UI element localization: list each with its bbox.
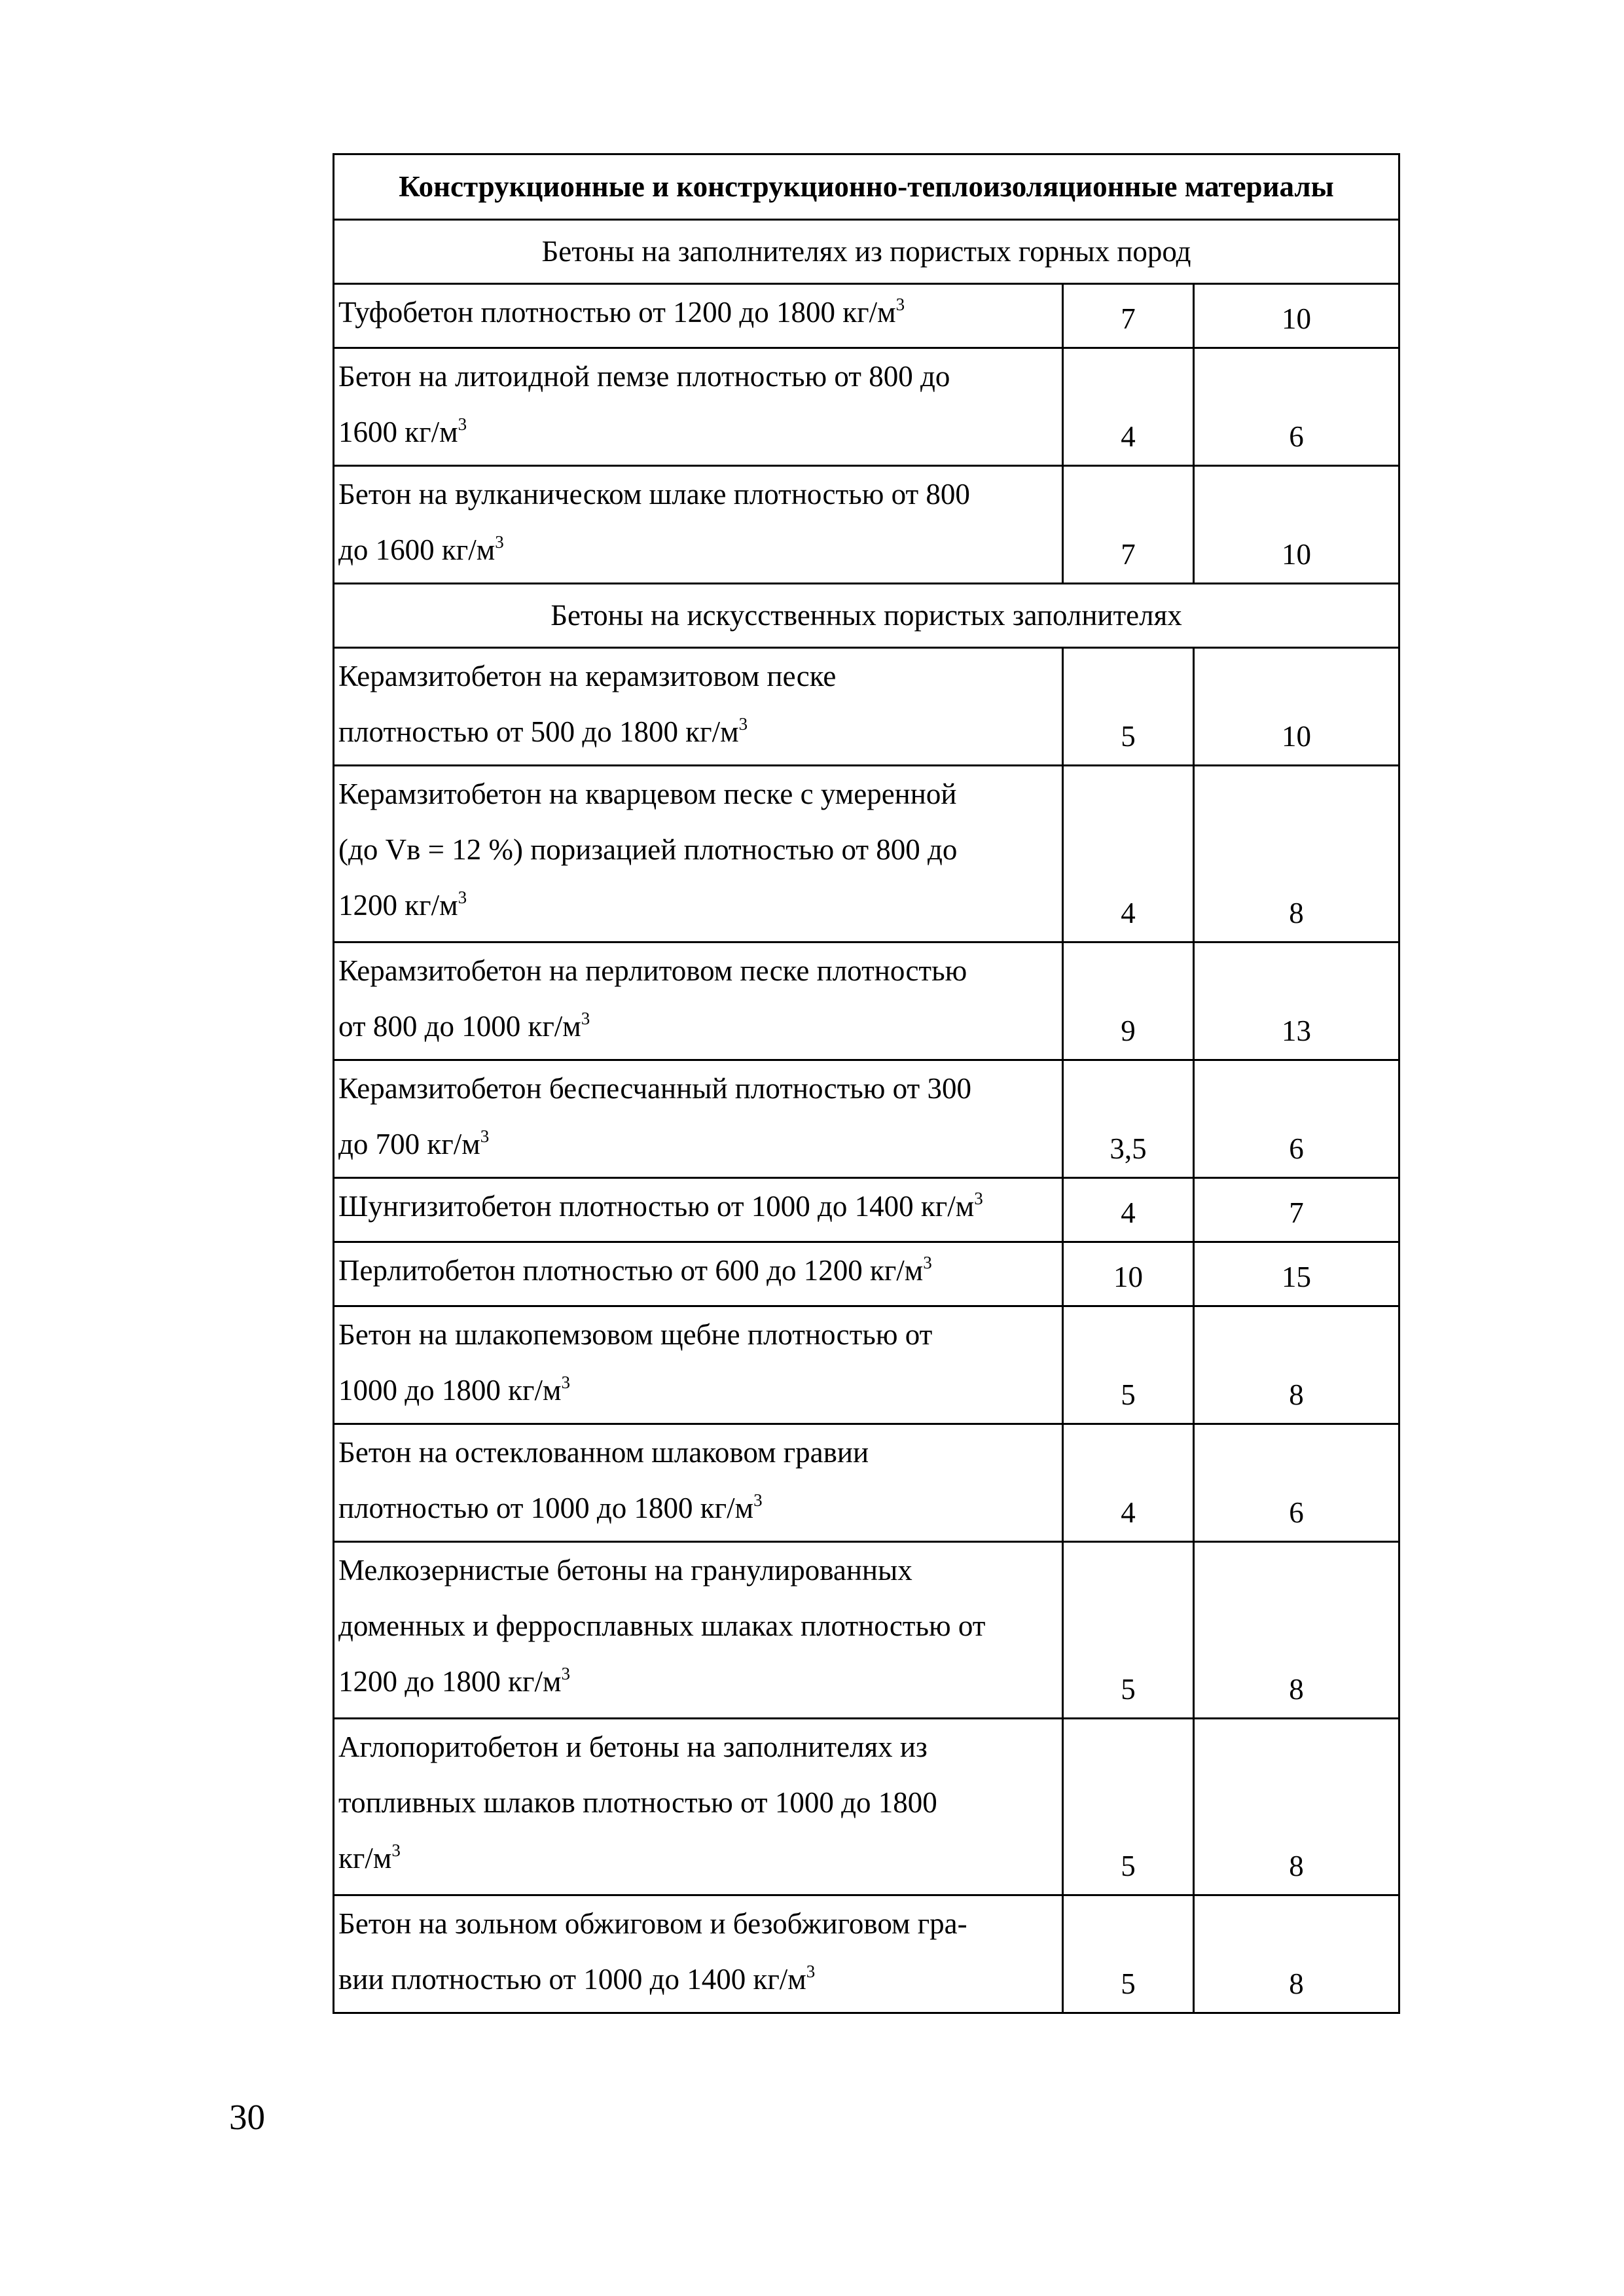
description-text: доменных и ферросплавных шлаках плотностью от: [338, 1609, 986, 1642]
material-description: [334, 1060, 1063, 1178]
material-description: [334, 766, 1063, 942]
unit-superscript: 3: [458, 888, 467, 907]
description-line: [338, 1952, 1058, 2007]
table-row: [334, 284, 1399, 348]
description-text: Бетон на остеклованном шлаковом гравии: [338, 1436, 869, 1469]
table-row: [334, 1424, 1399, 1542]
value-column-2: 8: [1194, 1895, 1399, 2013]
description-line: [338, 943, 1058, 999]
value-column-2: 8: [1194, 1306, 1399, 1424]
description-text: 1000 до 1800 кг/м: [338, 1374, 562, 1407]
unit-superscript: 3: [391, 1840, 401, 1860]
description-text: Керамзитобетон на керамзитовом песке: [338, 660, 837, 692]
description-text: от 800 до 1000 кг/м: [338, 1010, 581, 1043]
value-column-1: 4: [1063, 1424, 1194, 1542]
value-column-2: 6: [1194, 348, 1399, 466]
description-text: 1200 до 1800 кг/м: [338, 1665, 562, 1698]
description-line: [338, 1480, 1058, 1536]
description-text: Керамзитобетон беспесчанный плотностью от 300: [338, 1072, 971, 1105]
description-line: [338, 285, 1058, 340]
unit-superscript: 3: [458, 414, 467, 434]
description-line: [338, 349, 1058, 404]
description-text: 1200 кг/м: [338, 889, 458, 922]
value-column-1: 3,5: [1063, 1060, 1194, 1178]
value-column-1: 5: [1063, 1895, 1194, 2013]
unit-superscript: 3: [581, 1009, 590, 1028]
description-line: [338, 1307, 1058, 1363]
table-row: [334, 1895, 1399, 2013]
value-column-1: 5: [1063, 1719, 1194, 1895]
table-row: [334, 1060, 1399, 1178]
description-line: [338, 766, 1058, 822]
description-line: [338, 522, 1058, 578]
description-text: Перлитобетон плотностью от 600 до 1200 кг/м: [338, 1254, 924, 1287]
description-line: [338, 467, 1058, 522]
table-row: [334, 1306, 1399, 1424]
description-line: [338, 1117, 1058, 1172]
table-row: [334, 942, 1399, 1060]
material-description: [334, 348, 1063, 466]
material-description: [334, 1242, 1063, 1306]
value-column-1: 9: [1063, 942, 1194, 1060]
table-row: [334, 1242, 1399, 1306]
description-text: 1600 кг/м: [338, 416, 458, 448]
value-column-2: 6: [1194, 1424, 1399, 1542]
description-line: [338, 704, 1058, 760]
description-line: [338, 1896, 1058, 1952]
description-line: [338, 1061, 1058, 1117]
value-column-2: 10: [1194, 466, 1399, 584]
description-line: [338, 1598, 1058, 1654]
description-line: [338, 878, 1058, 933]
description-text: до 1600 кг/м: [338, 533, 496, 566]
description-text: Керамзитобетон на перлитовом песке плотностью: [338, 954, 967, 987]
unit-superscript: 3: [561, 1372, 570, 1392]
description-line: [338, 1719, 1058, 1775]
table-row: [334, 766, 1399, 942]
description-line: [338, 1654, 1058, 1710]
section-row: [334, 584, 1399, 648]
table-row: [334, 348, 1399, 466]
table-header: Конструкционные и конструкционно-теплоизоляционные материалы: [334, 154, 1399, 220]
page-number: 30: [229, 2097, 265, 2137]
description-text: Бетон на литоидной пемзе плотностью от 800 до: [338, 360, 950, 393]
value-column-1: 4: [1063, 766, 1194, 942]
unit-superscript: 3: [974, 1189, 983, 1208]
description-text: (до Vв = 12 %) поризацией плотностью от 800 до: [338, 833, 958, 866]
value-column-1: 5: [1063, 1306, 1194, 1424]
table-row: [334, 1719, 1399, 1895]
table-row: [334, 466, 1399, 584]
value-column-2: 15: [1194, 1242, 1399, 1306]
table-row: [334, 1542, 1399, 1719]
description-text: Туфобетон плотностью от 1200 до 1800 кг/м: [338, 296, 896, 329]
material-description: [334, 1306, 1063, 1424]
value-column-1: 4: [1063, 1178, 1194, 1242]
value-column-1: 5: [1063, 1542, 1194, 1719]
value-column-1: 4: [1063, 348, 1194, 466]
description-text: Керамзитобетон на кварцевом песке с умеренной: [338, 778, 957, 810]
value-column-1: 5: [1063, 648, 1194, 766]
material-description: [334, 1719, 1063, 1895]
table-row: [334, 1178, 1399, 1242]
section-title: Бетоны на искусственных пористых заполнителях: [334, 584, 1399, 648]
value-column-2: 10: [1194, 284, 1399, 348]
value-column-2: 8: [1194, 766, 1399, 942]
unit-superscript: 3: [895, 295, 905, 314]
description-line: [338, 1775, 1058, 1831]
material-description: [334, 648, 1063, 766]
material-description: [334, 942, 1063, 1060]
unit-superscript: 3: [495, 532, 504, 552]
description-line: [338, 1425, 1058, 1480]
value-column-1: 7: [1063, 284, 1194, 348]
description-text: Аглопоритобетон и бетоны на заполнителях из: [338, 1731, 928, 1763]
description-text: кг/м: [338, 1842, 392, 1874]
description-text: плотностью от 1000 до 1800 кг/м: [338, 1492, 754, 1524]
value-column-2: 6: [1194, 1060, 1399, 1178]
value-column-1: 7: [1063, 466, 1194, 584]
description-text: Бетон на шлакопемзовом щебне плотностью от: [338, 1318, 933, 1351]
description-text: Мелкозернистые бетоны на гранулированных: [338, 1554, 912, 1587]
description-line: [338, 404, 1058, 460]
value-column-2: 8: [1194, 1542, 1399, 1719]
material-description: [334, 1424, 1063, 1542]
material-description: [334, 1178, 1063, 1242]
table-header-row: [334, 154, 1399, 220]
unit-superscript: 3: [738, 714, 748, 734]
description-text: вии плотностью от 1000 до 1400 кг/м: [338, 1963, 806, 1996]
description-text: топливных шлаков плотностью от 1000 до 1800: [338, 1786, 937, 1819]
description-line: [338, 1243, 1058, 1299]
description-line: [338, 999, 1058, 1054]
description-text: до 700 кг/м: [338, 1128, 480, 1160]
table-row: [334, 648, 1399, 766]
material-description: [334, 466, 1063, 584]
value-column-2: 10: [1194, 648, 1399, 766]
table-body: [334, 154, 1399, 2013]
value-column-1: 10: [1063, 1242, 1194, 1306]
unit-superscript: 3: [923, 1253, 932, 1272]
materials-table: [333, 153, 1400, 2014]
description-text: Бетон на вулканическом шлаке плотностью от 800: [338, 478, 970, 511]
description-line: [338, 1363, 1058, 1418]
description-text: Бетон на зольном обжиговом и безобжиговом гра-: [338, 1907, 967, 1940]
description-text: плотностью от 500 до 1800 кг/м: [338, 715, 739, 748]
section-title: Бетоны на заполнителях из пористых горных пород: [334, 220, 1399, 284]
description-line: [338, 1543, 1058, 1598]
unit-superscript: 3: [806, 1962, 816, 1981]
value-column-2: 8: [1194, 1719, 1399, 1895]
unit-superscript: 3: [480, 1126, 490, 1146]
description-line: [338, 1831, 1058, 1886]
value-column-2: 7: [1194, 1178, 1399, 1242]
material-description: [334, 284, 1063, 348]
value-column-2: 13: [1194, 942, 1399, 1060]
material-description: [334, 1542, 1063, 1719]
description-line: [338, 822, 1058, 878]
unit-superscript: 3: [753, 1490, 763, 1510]
description-text: Шунгизитобетон плотностью от 1000 до 1400 кг/м: [338, 1190, 975, 1223]
description-line: [338, 1179, 1058, 1234]
unit-superscript: 3: [561, 1664, 570, 1683]
description-line: [338, 649, 1058, 704]
material-description: [334, 1895, 1063, 2013]
section-row: [334, 220, 1399, 284]
